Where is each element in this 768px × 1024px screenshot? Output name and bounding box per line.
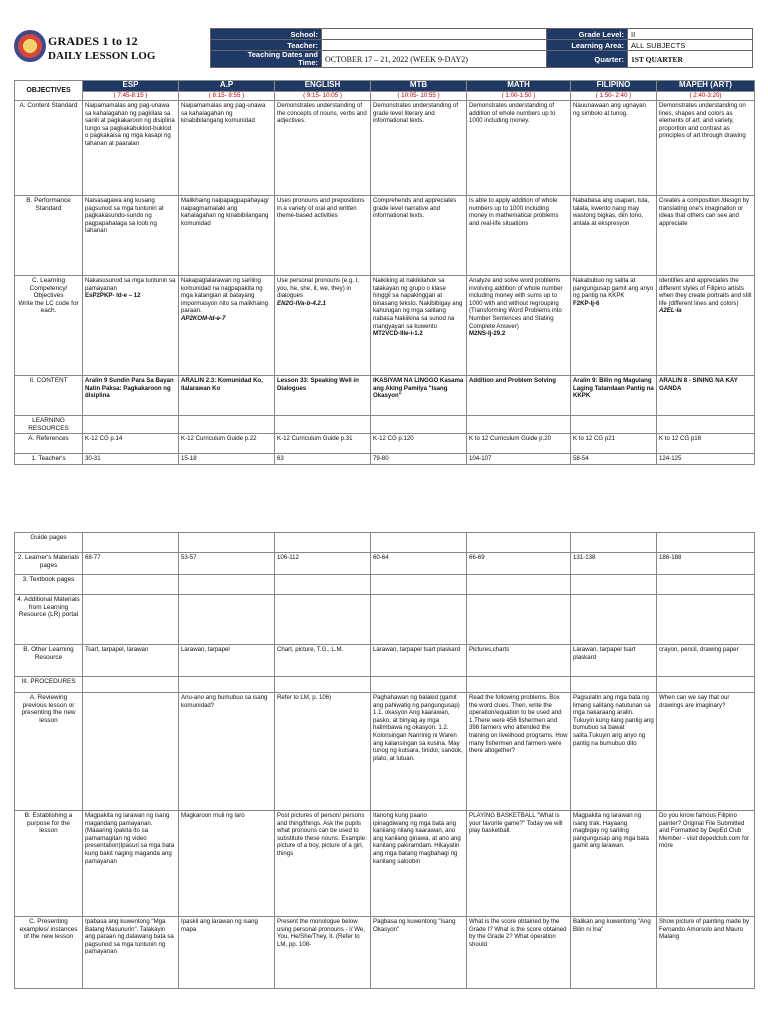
teacher-label: Teacher:: [211, 40, 322, 51]
area-value: ALL SUBJECTS: [628, 40, 753, 51]
subject-esp: ESP: [83, 81, 179, 92]
deped-seal-icon: [14, 30, 46, 62]
table-row: [15, 376, 755, 416]
cell: 30-31: [83, 454, 179, 465]
lesson-log-page-2: [14, 532, 754, 1010]
subject-mtb: MTB: [371, 81, 467, 92]
lc-code: M2NS-Ij-29.2: [469, 330, 506, 338]
row-label: Guide pages: [15, 533, 83, 553]
cell: ARALIN 2.3: Komunidad Ko, Ilalarawan Ko: [179, 376, 275, 416]
cell: 15-18: [179, 454, 275, 465]
cell: Demonstrates understanding of grade level literary and informational texts.: [371, 101, 467, 196]
cell: [179, 677, 275, 693]
cell: Naipamamalas ang pag-unawa sa kahalagahan ng kinabibilangang komunidad: [179, 101, 275, 196]
cell: [467, 575, 571, 595]
table-row: [15, 693, 755, 811]
cell: 124-125: [657, 454, 755, 465]
cell: [83, 533, 179, 553]
cell: [275, 533, 371, 553]
dates-label-line-1: Teaching Dates and: [247, 50, 318, 59]
row-label: C. Presenting examples/ instances of the new lesson: [15, 917, 83, 989]
cell: Paghahawan ng balakid (gamit ang pahiwatig ng pangungusap) 1.1. okasyon Ang kaarawan, pasko, at binyag ay mga halimbawa ng okasyon. 1.2. Kolonsingan Naririnig ni Waren ang kalansingan sa kusina. May tunog ng kutsara, tinidor, sandok, plato, at lutuan.: [371, 693, 467, 811]
area-label: Learning Area:: [547, 40, 628, 51]
cell: Magpakita ng larawan ng isang magandang pamayanan. (Maaaring ipakita ito sa pamamagitan ng video presentation)Ipasuri sa mga bata kung bakit naging maganda ang pamayanan: [83, 811, 179, 917]
teacher-value: [322, 40, 547, 51]
table-row: [15, 101, 755, 196]
cell: 104-107: [467, 454, 571, 465]
grade-value: II: [628, 29, 753, 40]
cell: [571, 276, 657, 376]
table-row: [15, 533, 755, 553]
cell: Naipamamalas ang pag-unawa sa kahalagahan ng pagkilala sa sanili at pagkakaroon ng disiplina tungo sa pagkakabuklod-buklod o pagkakaisa ng mga kasapi ng tahanan at paaralan: [83, 101, 179, 196]
cell: Creates a composition /design by translating one's imagination or ideas that others can see and appreciate: [657, 196, 755, 276]
cell: Nauunawaan ang ugnayan ng simbolo at tunog.: [571, 101, 657, 196]
cell: [179, 416, 275, 434]
cell: Ipabasa ang kuwentong "Mga Batang Masunurin". Talakayin ang paraan ng dalawang bata sa pagsunod sa mga tuntunin ng pamayanan: [83, 917, 179, 989]
row-label: 2. Learner's Materials pages: [15, 553, 83, 575]
cell-text: Nakasusunod sa mga tuntunin sa pamayanan: [85, 277, 176, 292]
cell: [179, 276, 275, 376]
cell: Pagsulatin ang mga bata ng limang salitang natutunan sa mga nakaraang aralin. Tukuyin kung ilang pantig ang bumubuo sa bawat salita.Tukuyin ang anyo ng pantig na bumubuo dito: [571, 693, 657, 811]
cell: [275, 416, 371, 434]
cell: Chart, picture, T.G., L.M.: [275, 645, 371, 677]
cell: Aralin 9 Sundin Para Sa Bayan Natin Paksa: Pagkakaroon ng disiplina: [83, 376, 179, 416]
cell: [179, 575, 275, 595]
objectives-label: OBJECTIVES: [15, 81, 83, 101]
cell: Refer to LM, p. 106): [275, 693, 371, 811]
cell: Balikan ang kuwentong "Ang Bilin ni Ina": [571, 917, 657, 989]
quarter-value: 1ST QUARTER: [628, 51, 753, 68]
cell: Naisasagawa ang kusang pagsunod sa mga tuntunin at pagkakasundo-sundo ng pagpapahalaga sa loob ng tahanan: [83, 196, 179, 276]
cell: Do you know famous Filipino painter? Original File Submitted and Formatted by DepEd Club Member - visit depedclub.com for more: [657, 811, 755, 917]
dates-label: [211, 51, 322, 68]
subject-filipino: FILIPINO: [571, 81, 657, 92]
cell-text: Naikiking at nakikilahok sa talakayan ng grupo o klase hinggil sa napakinggan at binasang teksto. Nakibibigay ang kahulugan ng mga salitang nabasa Nakiikina sa sunod na mangyayari sa kuwento: [373, 277, 463, 330]
table-row: [15, 575, 755, 595]
cell: 53-57: [179, 553, 275, 575]
cell: [657, 416, 755, 434]
cell: [571, 533, 657, 553]
cell: [467, 595, 571, 645]
cell: Demonstrates understanding on lines, shapes and colors as elements of art; and variety, proportion and contrast as principles of art through drawing: [657, 101, 755, 196]
cell: crayon, pencil, drawing paper: [657, 645, 755, 677]
cell: Uses pronouns and prepositions in a variety of oral and written theme-based activities: [275, 196, 371, 276]
cell: Ipaskil ang larawan ng isang mapa: [179, 917, 275, 989]
cell: [571, 575, 657, 595]
cell: [371, 575, 467, 595]
cell: Is able to apply addition of whole numbers up to 1000 including money in mathematical problems and real-life situations: [467, 196, 571, 276]
cell: [371, 416, 467, 434]
cell: Pagbasa ng kuwentong "Isang Okasyon": [371, 917, 467, 989]
cell: [657, 595, 755, 645]
cell: [275, 276, 371, 376]
subject-english: ENGLISH: [275, 81, 371, 92]
row-label: LEARNING RESOURCES: [15, 416, 83, 434]
cell: [83, 276, 179, 376]
lc-code: EN2G-IVa-b-4.2.1: [277, 299, 326, 307]
cell: Show picture of painting made by Fernando Amorsolo and Mauro Malang: [657, 917, 755, 989]
cell: K-12 CG p.120: [371, 434, 467, 454]
cell: 79-80: [371, 454, 467, 465]
cell: Magkaroon muli ng laro: [179, 811, 275, 917]
cell: Aralin 9: Bilin ng Magulang Laging Tatandaan Pantig na KKPK: [571, 376, 657, 416]
cell: What is the score obtained by the Grade I? What is the score obtained by the Grade 2? What operation should: [467, 917, 571, 989]
table-row: [15, 416, 755, 434]
lesson-table-2: [14, 532, 755, 989]
cell: [657, 677, 755, 693]
cell: [83, 416, 179, 434]
lc-code: F2KP-Ij-6: [573, 299, 600, 307]
time-english: ( 9:15- 10:05 ): [275, 92, 371, 101]
cell: [83, 677, 179, 693]
row-label: [15, 276, 83, 376]
table-row: [15, 811, 755, 917]
row-label: B. Establishing a purpose for the lesson: [15, 811, 83, 917]
cell-text: Analyze and solve word problems involving addition of whole number including money with sums up to 1000 with and without regrouping (Transforming Word Problems into Number Sentences and Stating Complete Answer): [469, 277, 563, 330]
cell: [275, 677, 371, 693]
cell: ARALIN 8 - SINING NA KAY GANDA: [657, 376, 755, 416]
row-label: 4. Additional Materials from Learning Resource (LR) portal: [15, 595, 83, 645]
cell-text: Nakapaglalarawan ng sariling komunidad na nagpapakita ng mga katangian at batayang impormasyon nito sa malikhaing paraan.: [181, 277, 269, 315]
cell: [467, 276, 571, 376]
cell: Anu-ano ang bumubuo sa isang komunidad?: [179, 693, 275, 811]
cell: Pictures,charts: [467, 645, 571, 677]
cell: Malikhaing naipapagpapahayag/ naipagmamalaki ang kahalagahan ng kinabibilangang komunidad: [179, 196, 275, 276]
time-mapeh: ( 2:40-3:20): [657, 92, 755, 101]
cell-text: Use personal pronouns (e.g. I, you, he, she, it, we, they) in dialogues: [277, 277, 359, 300]
subject-math: MATH: [467, 81, 571, 92]
table-row: [15, 595, 755, 645]
title-line-2: DAILY LESSON LOG: [48, 50, 156, 62]
row-label: 1. Teacher's: [15, 454, 83, 465]
cell: [83, 595, 179, 645]
table-row: [15, 276, 755, 376]
cell: Larawan, tarpapel tsart plaskard: [571, 645, 657, 677]
row-label-text: C. Learning Competency/ Objectives: [29, 277, 68, 300]
time-math: ( 1:00-1:50 ): [467, 92, 571, 101]
row-label: A. Reviewing previous lesson or presenting the new lesson: [15, 693, 83, 811]
cell: Lesson 33: Speaking Well in Dialogues: [275, 376, 371, 416]
cell: 106-112: [275, 553, 371, 575]
cell: Present the monologue below using personal pronouns - I/ We, You, He/She/They, It. (Refer to LM, pp. 108-: [275, 917, 371, 989]
school-label: School:: [211, 29, 322, 40]
table-row: [15, 434, 755, 454]
table-row: [15, 454, 755, 465]
cell: [83, 575, 179, 595]
cell: [467, 533, 571, 553]
cell: [83, 693, 179, 811]
dates-value: OCTOBER 17 – 21, 2022 (WEEK 9-DAY2): [322, 51, 547, 68]
cell: 63: [275, 454, 371, 465]
time-filipino: ( 1:50- 2:40 ): [571, 92, 657, 101]
cell-text: Nakabubuo ng salita at pangungusap gamit ang anyo ng pantig na KKPK: [573, 277, 654, 300]
table-row: [15, 917, 755, 989]
cell: Post pictures of person/ persons and thing/things. Ask the pupils what pronouns can be used to substitute these nouns. Example: picture of a boy, picture of a girl, things: [275, 811, 371, 917]
cell: [371, 533, 467, 553]
row-label: III. PROCEDURES: [15, 677, 83, 693]
cell: [571, 416, 657, 434]
row-label: A. Content Standard: [15, 101, 83, 196]
cell: Demonstrates understanding of the concepts of nouns, verbs and adjectives.: [275, 101, 371, 196]
subject-ap: A.P: [179, 81, 275, 92]
cell: Read the following problems. Box the word clues. Then, write the operation/equation to be used and 1.There were 456 fishermen and 398 farmers who attended the training on livelihood programs. How many fishermen and farmers were there altogether?: [467, 693, 571, 811]
lesson-log-page-1: [14, 28, 754, 468]
meta-table: [210, 28, 753, 68]
cell: 68-77: [83, 553, 179, 575]
row-label-note: Write the LC code for each.: [18, 299, 79, 315]
cell: [571, 595, 657, 645]
row-label: II. CONTENT: [15, 376, 83, 416]
row-label: A. References: [15, 434, 83, 454]
cell: Nababasa ang usapan, tula, talata, kwento nang may wastong bigkas, diin tono, antala at ekspresyon: [571, 196, 657, 276]
lc-code: A2EL-Ia: [659, 307, 682, 315]
school-value: [322, 29, 547, 40]
cell: [571, 677, 657, 693]
cell: Magpakita ng larawan ng isang trak. Hayaang magbigay ng sariling pangungusap ang mga bata gamit ang larawan.: [571, 811, 657, 917]
cell: When can we say that our drawings are imaginary?: [657, 693, 755, 811]
time-esp: ( 7:45-8:15 ): [83, 92, 179, 101]
cell: [371, 595, 467, 645]
quarter-label: Quarter:: [547, 51, 628, 68]
time-mtb: ( 10:05- 10:55 ): [371, 92, 467, 101]
lc-code: MT2VCD-IIIe-i-1.2: [373, 330, 423, 338]
title-line-1: GRADES 1 to 12: [48, 34, 138, 48]
cell: 66-69: [467, 553, 571, 575]
row-label: B. Other Learning Resource: [15, 645, 83, 677]
cell: [371, 276, 467, 376]
cell: [275, 595, 371, 645]
cell: PLAYING BASKETBALL "What is your favorite game?" Today we will play basketball.: [467, 811, 571, 917]
cell: [467, 677, 571, 693]
cell: Larawan, tarpapel tsart plaskard: [371, 645, 467, 677]
table-row: [15, 677, 755, 693]
cell: Comprehends and appreciates grade level narrative and informational texts.: [371, 196, 467, 276]
cell: [657, 533, 755, 553]
table-row: [15, 645, 755, 677]
cell: Addition and Problem Solving: [467, 376, 571, 416]
cell: [657, 575, 755, 595]
table-row: [15, 553, 755, 575]
cell: K to 12 CG p21: [571, 434, 657, 454]
row-label: 3. Textbook pages: [15, 575, 83, 595]
cell: 186-188: [657, 553, 755, 575]
cell: K-12 Curriculum Guide p.22: [179, 434, 275, 454]
cell: Tsart, tarpapel, larawan: [83, 645, 179, 677]
dates-label-line-2: Time:: [298, 58, 318, 67]
grade-label: Grade Level:: [547, 29, 628, 40]
subject-mapeh: MAPEH (ART): [657, 81, 755, 92]
cell-text: Identifies and appreciates the different styles of Filipino artists when they create portraits and still life (different lines and colors): [659, 277, 752, 307]
cell: IKASIYAM NA LINGGO Kasama ang Aking Pamilya "Isang Okasyon": [371, 376, 467, 416]
cell: [179, 595, 275, 645]
time-ap: ( 8:15- 8:55 ): [179, 92, 275, 101]
cell: Larawan, tarpapel: [179, 645, 275, 677]
table-row: [15, 196, 755, 276]
cell: [275, 575, 371, 595]
lc-code: EsP2PKP- Id-e – 12: [85, 292, 141, 300]
cell: K-12 Curriculum Guide p.31: [275, 434, 371, 454]
lc-code: AP2KOM-Id-e-7: [181, 314, 226, 322]
cell: [467, 416, 571, 434]
cell: [657, 276, 755, 376]
row-label: B. Performance Standard: [15, 196, 83, 276]
cell: K to 12 CG p16: [657, 434, 755, 454]
cell: K-12 CG p.14: [83, 434, 179, 454]
lesson-table-1: [14, 80, 755, 465]
cell: [371, 677, 467, 693]
cell: Demonstrates understanding of addition of whole numbers up to 1000 including money.: [467, 101, 571, 196]
header: [14, 28, 754, 76]
cell: 58-54: [571, 454, 657, 465]
cell: K to 12 Curriculum Guide p.20: [467, 434, 571, 454]
cell: [179, 533, 275, 553]
cell: Itanong kung paano ipinagdiwang ng mga bata ang kaniiang nilang kaarawan, ano ang kanilang ginawa, at ano ang kanilang pakiramdam. Hikayatin ang mga batang magbahagi ng kanilang saloobin: [371, 811, 467, 917]
cell: 131-138: [571, 553, 657, 575]
cell: 60-64: [371, 553, 467, 575]
